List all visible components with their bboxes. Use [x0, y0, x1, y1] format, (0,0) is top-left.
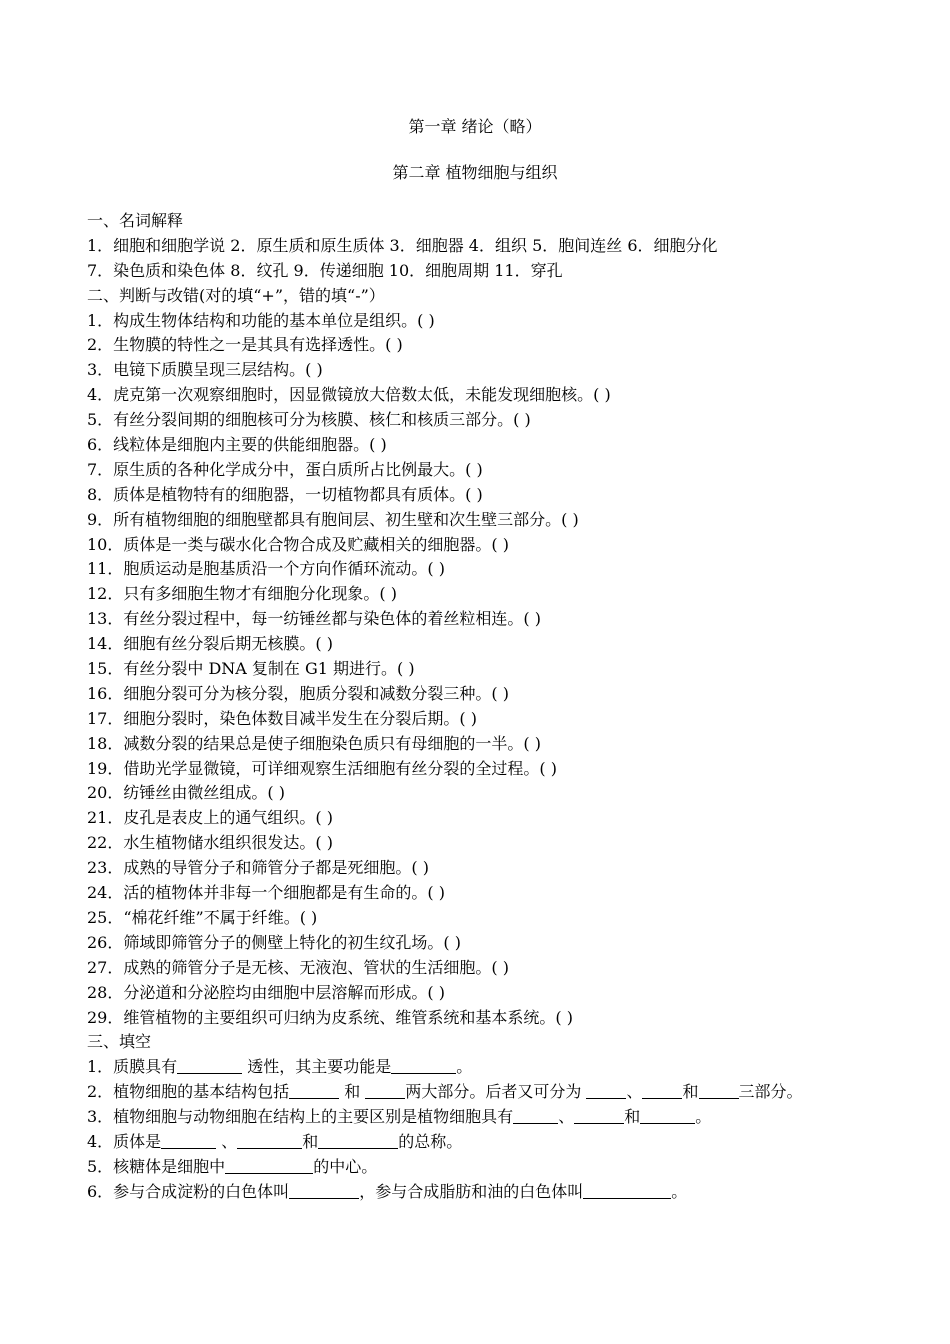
- answer-blank[interactable]: [289, 1181, 359, 1199]
- judgement-item: 8．质体是植物特有的细胞器，一切植物都具有质体。( ): [87, 484, 483, 504]
- judgement-item: 22．水生植物储水组织很发达。( ): [87, 833, 333, 853]
- answer-blank[interactable]: [574, 1106, 624, 1124]
- judgement-item: 13．有丝分裂过程中，每一纺锤丝都与染色体的着丝粒相连。( ): [87, 609, 541, 629]
- answer-blank[interactable]: [161, 1131, 216, 1149]
- fill-question-3: 3．植物细胞与动物细胞在结构上的主要区别是植物细胞具有 、 和 。: [87, 1107, 712, 1127]
- chapter-2-title: 第二章 植物细胞与组织: [392, 163, 558, 182]
- fill-question-1: 1．质膜具有 透性，其主要功能是 。: [87, 1057, 473, 1077]
- judgement-item: 3．电镜下质膜呈现三层结构。( ): [87, 360, 323, 380]
- term-list-line-1: 1．细胞和细胞学说 2．原生质和原生质体 3．细胞器 4．组织 5．胞间连丝 6．细胞分化: [87, 235, 718, 255]
- answer-blank[interactable]: [583, 1181, 671, 1199]
- answer-blank[interactable]: [513, 1106, 558, 1124]
- section-2-heading: 二、判断与改错(对的填“+”，错的填“-”）: [87, 285, 385, 305]
- answer-blank[interactable]: [699, 1081, 739, 1099]
- judgement-item: 25．“棉花纤维”不属于纤维。( ): [87, 907, 318, 927]
- judgement-item: 14．细胞有丝分裂后期无核膜。( ): [87, 634, 333, 654]
- judgement-item: 21．皮孔是表皮上的通气组织。( ): [87, 808, 333, 828]
- section-1-heading: 一、名词解释: [87, 211, 184, 230]
- document-body: [87, 209, 877, 1205]
- chapter-1-title: 第一章 绪论（略）: [408, 117, 542, 136]
- judgement-item: 24．活的植物体并非每一个细胞都是有生命的。( ): [87, 883, 445, 903]
- judgement-item: 9．所有植物细胞的细胞壁都具有胞间层、初生壁和次生壁三部分。( ): [87, 509, 579, 529]
- answer-blank[interactable]: [237, 1131, 302, 1149]
- judgement-item: 23．成熟的导管分子和筛管分子都是死细胞。( ): [87, 858, 429, 878]
- term-list-line-2: 7．染色质和染色体 8．纹孔 9．传递细胞 10．细胞周期 11．穿孔: [87, 260, 563, 280]
- answer-blank[interactable]: [365, 1081, 405, 1099]
- judgement-item: 19．借助光学显微镜，可详细观察生活细胞有丝分裂的全过程。( ): [87, 758, 557, 778]
- answer-blank[interactable]: [289, 1081, 339, 1099]
- judgement-item: 4．虎克第一次观察细胞时，因显微镜放大倍数太低，未能发现细胞核。( ): [87, 385, 611, 405]
- judgement-item: 17．细胞分裂时，染色体数目减半发生在分裂后期。( ): [87, 708, 477, 728]
- answer-blank[interactable]: [391, 1056, 456, 1074]
- answer-blank[interactable]: [177, 1056, 242, 1074]
- fill-question-2: 2．植物细胞的基本结构包括 和 两大部分。后者又可分为 、 和 三部分。: [87, 1082, 803, 1102]
- judgement-item: 1．构成生物体结构和功能的基本单位是组织。( ): [87, 310, 435, 330]
- answer-blank[interactable]: [640, 1106, 695, 1124]
- judgement-item: 26．筛域即筛管分子的侧壁上特化的初生纹孔场。( ): [87, 932, 461, 952]
- judgement-item: 7．原生质的各种化学成分中，蛋白质所占比例最大。( ): [87, 459, 483, 479]
- judgement-item: 11．胞质运动是胞基质沿一个方向作循环流动。( ): [87, 559, 445, 579]
- answer-blank[interactable]: [318, 1131, 398, 1149]
- judgement-item: 6．线粒体是细胞内主要的供能细胞器。( ): [87, 435, 387, 455]
- judgement-item: 12．只有多细胞生物才有细胞分化现象。( ): [87, 584, 397, 604]
- fill-question-6: 6．参与合成淀粉的白色体叫 ，参与合成脂肪和油的白色体叫 。: [87, 1181, 688, 1201]
- judgement-item: 18．减数分裂的结果总是使子细胞染色质只有母细胞的一半。( ): [87, 733, 541, 753]
- judgement-item: 27．成熟的筛管分子是无核、无液泡、管状的生活细胞。( ): [87, 957, 509, 977]
- judgement-item: 29．维管植物的主要组织可归纳为皮系统、维管系统和基本系统。( ): [87, 1007, 573, 1027]
- judgement-item: 5．有丝分裂间期的细胞核可分为核膜、核仁和核质三部分。( ): [87, 410, 531, 430]
- judgement-item: 16．细胞分裂可分为核分裂，胞质分裂和减数分裂三种。( ): [87, 683, 509, 703]
- judgement-item: 20．纺锤丝由微丝组成。( ): [87, 783, 285, 803]
- fill-question-4: 4．质体是 、 和 的总称。: [87, 1131, 463, 1151]
- judgement-item: 10．质体是一类与碳水化合物合成及贮藏相关的细胞器。( ): [87, 534, 509, 554]
- section-3-heading: 三、填空: [87, 1032, 152, 1052]
- fill-question-5: 5．核糖体是细胞中 的中心。: [87, 1156, 378, 1176]
- answer-blank[interactable]: [642, 1081, 682, 1099]
- answer-blank[interactable]: [225, 1156, 313, 1174]
- judgement-item: 2．生物膜的特性之一是其具有选择透性。( ): [87, 335, 403, 355]
- judgement-item: 15．有丝分裂中 DNA 复制在 G1 期进行。( ): [87, 659, 415, 679]
- answer-blank[interactable]: [586, 1081, 626, 1099]
- judgement-item: 28．分泌道和分泌腔均由细胞中层溶解而形成。( ): [87, 982, 445, 1002]
